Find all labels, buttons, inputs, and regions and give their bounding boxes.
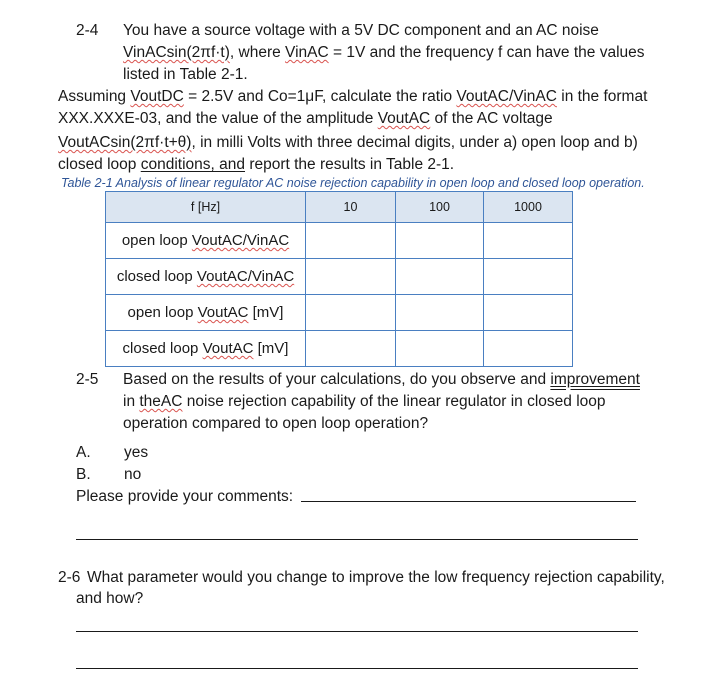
comment-answer-line-1[interactable] [301,501,636,502]
row-label-closed-loop-ratio: closed loop VoutAC/VinAC [106,259,306,295]
table-header-row [106,192,573,223]
row-label-open-loop-ratio: open loop VoutAC/VinAC [106,223,306,259]
table-caption: Table 2-1 Analysis of linear regulator AC noise rejection capability in open loop and closed loop operation. [61,176,645,190]
q24-line-4: Assuming VoutDC = 2.5V and Co=1μF, calculate the ratio VoutAC/VinAC in the format [58,88,648,105]
cell-open-ratio-100[interactable] [396,223,484,259]
cell-closed-ratio-100[interactable] [396,259,484,295]
q26-answer-line-2[interactable] [76,668,638,669]
q26-answer-line-1[interactable] [76,631,638,632]
table-row [106,331,573,367]
header-100hz: 100 [396,192,484,223]
cell-closed-mv-100[interactable] [396,331,484,367]
q24-line-6: VoutACsin(2πf·t+θ), in milli Volts with three decimal digits, under a) open loop and b) [58,134,638,151]
table-row [106,259,573,295]
results-table [105,191,573,367]
comment-prompt: Please provide your comments: [76,488,294,505]
cell-closed-mv-10[interactable] [306,331,396,367]
q24-line-2: VinACsin(2πf·t), where VinAC = 1V and the frequency f can have the values [123,44,645,61]
option-b[interactable] [76,464,141,486]
q25-line-3: operation compared to open loop operation? [123,415,429,432]
header-10hz: 10 [306,192,396,223]
table-row [106,295,573,331]
q24-line-7: closed loop conditions, and report the results in Table 2-1. [58,156,455,173]
q24-line-1: You have a source voltage with a 5V DC component and an AC noise [123,22,599,39]
cell-closed-ratio-10[interactable] [306,259,396,295]
row-label-open-loop-mv: open loop VoutAC [mV] [106,295,306,331]
option-a[interactable] [76,442,148,464]
vout-dc-symbol: VoutDC [130,88,184,105]
comment-answer-line-2[interactable] [76,539,638,540]
cell-closed-ratio-1000[interactable] [484,259,573,295]
cell-open-ratio-10[interactable] [306,223,396,259]
q25-line-2: in theAC noise rejection capability of the linear regulator in closed loop [123,393,606,410]
q25-line-1: Based on the results of your calculations, do you observe and improvement [123,371,640,388]
q24-line-5: XXX.XXXE-03, and the value of the amplitude VoutAC of the AC voltage [58,110,553,127]
q26-line-1-text: What parameter would you change to improve the low frequency rejection capability, [87,569,665,586]
q24-number: 2-4 [76,22,99,39]
header-1000hz: 1000 [484,192,573,223]
header-frequency: f [Hz] [106,192,306,223]
vout-ac-symbol: VoutAC [377,110,431,127]
vin-ac-expression: VinACsin(2πf·t) [123,44,230,61]
cell-open-ratio-1000[interactable] [484,223,573,259]
vin-ac-symbol: VinAC [285,44,329,61]
cell-open-mv-100[interactable] [396,295,484,331]
cell-closed-mv-1000[interactable] [484,331,573,367]
vout-ac-expression: VoutACsin(2πf·t+θ) [58,134,192,151]
option-a-letter: A. [76,444,91,461]
row-label-closed-loop-mv: closed loop VoutAC [mV] [106,331,306,367]
option-b-text: no [124,466,142,483]
q25-number: 2-5 [76,371,99,388]
cell-open-mv-10[interactable] [306,295,396,331]
option-a-text: yes [124,444,149,461]
q26-number: 2-6 [58,569,81,586]
q24-line-3: listed in Table 2-1. [123,66,248,83]
ratio-symbol: VoutAC/VinAC [456,88,557,105]
cell-open-mv-1000[interactable] [484,295,573,331]
q26-line-2: and how? [76,590,144,607]
option-b-letter: B. [76,466,91,483]
table-row [106,223,573,259]
